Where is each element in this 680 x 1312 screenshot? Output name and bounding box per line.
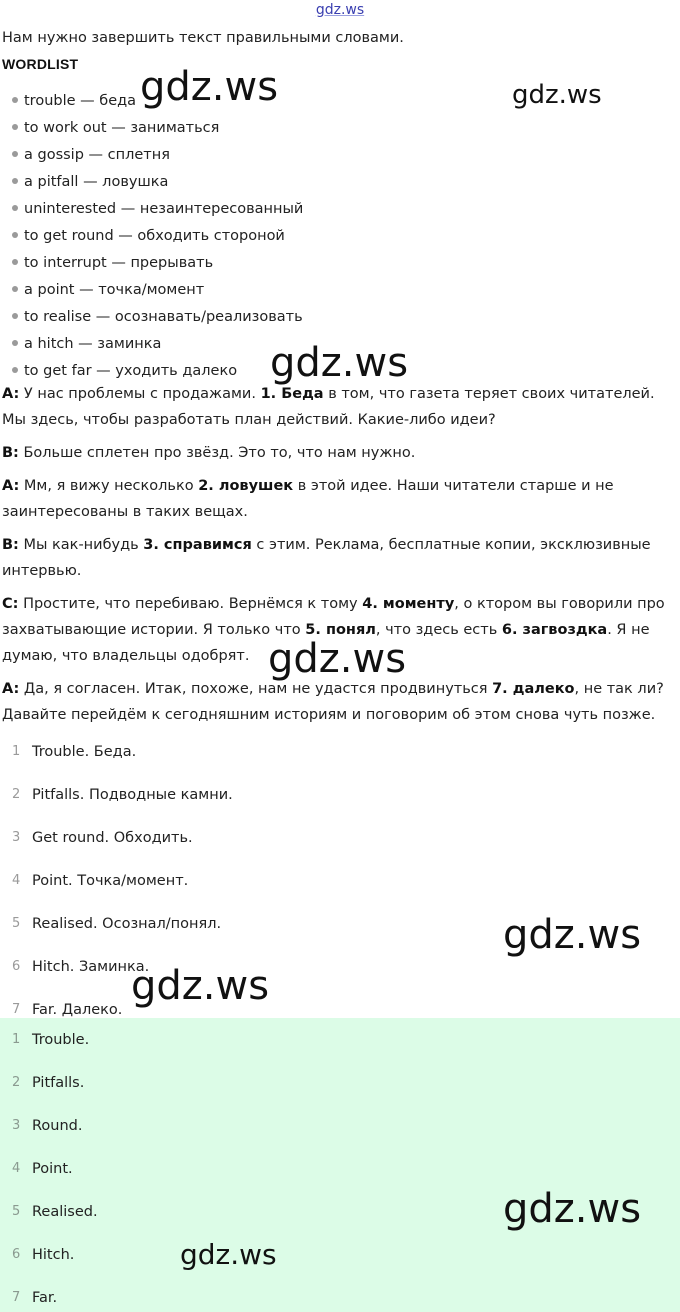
answer-number: 4 (12, 1161, 21, 1176)
bullet-icon (12, 286, 18, 292)
answer-row (0, 902, 680, 945)
dialog-line: C: Простите, что перебиваю. Вернёмся к тому 4. моменту, о ктором вы говорили про захватывающие истории. Я только что 5. понял, что здесь есть 6. загвоздка. Я не думаю, что владельцы одобрят. (2, 596, 665, 664)
bullet-icon (12, 151, 18, 157)
task-instruction: Нам нужно завершить текст правильными словами. (2, 30, 404, 46)
answer-text: Far. (32, 1289, 58, 1306)
answer-highlight: 2. ловушек (198, 478, 294, 494)
wordlist-item: trouble — беда (12, 88, 303, 115)
speaker-label: C: (2, 596, 19, 612)
watermark: gdz.ws (270, 340, 409, 386)
dialog-line: A: Да, я согласен. Итак, похоже, нам не удастся продвинуться 7. далеко, не так ли? Давайте перейдём к сегодняшним историям и поговорим об этом снова чуть позже. (2, 681, 664, 723)
short-answer-row (0, 1104, 680, 1147)
short-answer-row (0, 1276, 680, 1312)
speaker-label: A: (2, 681, 20, 697)
wordlist-item: a hitch — заминка (12, 331, 303, 358)
answer-number: 6 (12, 1247, 21, 1262)
answer-text: Pitfalls. Подводные камни. (32, 786, 233, 803)
answer-highlight: 7. далеко (492, 681, 575, 697)
answer-text: Pitfalls. (32, 1074, 85, 1091)
answer-row (0, 859, 680, 902)
answer-text: Round. (32, 1117, 83, 1134)
wordlist-heading: WORDLIST (2, 56, 79, 72)
answer-number: 2 (12, 787, 21, 802)
answer-number: 3 (12, 830, 21, 845)
bullet-icon (12, 313, 18, 319)
short-answers-block (0, 1018, 680, 1312)
answer-row (0, 816, 680, 859)
bullet-icon (12, 232, 18, 238)
answer-highlight: 4. моменту (362, 596, 455, 612)
speaker-label: A: (2, 386, 20, 402)
dialog-text (2, 381, 674, 735)
dialog-line: A: У нас проблемы с продажами. 1. Беда в том, что газета теряет своих читателей. Мы здесь, чтобы разработать план действий. Какие-либо идеи? (2, 386, 655, 428)
answer-text: Point. Точка/момент. (32, 872, 189, 889)
wordlist-item: uninterested — незаинтересованный (12, 196, 303, 223)
bullet-icon (12, 178, 18, 184)
answer-number: 3 (12, 1118, 21, 1133)
answer-row (0, 773, 680, 816)
short-answer-row (0, 1147, 680, 1190)
wordlist-item: to interrupt — прерывать (12, 250, 303, 277)
watermark: gdz.ws (512, 80, 602, 110)
answer-row (0, 730, 680, 773)
answer-text: Hitch. Заминка. (32, 958, 150, 975)
answer-number: 7 (12, 1290, 21, 1305)
answer-highlight: 6. загвоздка (501, 622, 608, 638)
answer-row (0, 945, 680, 988)
dialog-line: B: Мы как-нибудь 3. справимся с этим. Реклама, бесплатные копии, эксклюзивные интервью. (2, 537, 651, 579)
wordlist-item: a pitfall — ловушка (12, 169, 303, 196)
answer-number: 1 (12, 744, 21, 759)
short-answer-row (0, 1061, 680, 1104)
site-header-link[interactable]: gdz.ws (315, 2, 365, 18)
bullet-icon (12, 340, 18, 346)
answer-text: Get round. Обходить. (32, 829, 193, 846)
answer-text: Far. Далеко. (32, 1001, 123, 1018)
answer-text: Point. (32, 1160, 73, 1177)
bullet-icon (12, 205, 18, 211)
dialog-line: A: Мм, я вижу несколько 2. ловушек в этой идее. Наши читатели старше и не заинтересованы в таких вещах. (2, 478, 614, 520)
answer-highlight: 1. Беда (260, 386, 324, 402)
wordlist-item: a point — точка/момент (12, 277, 303, 304)
watermark: gdz.ws (180, 1238, 277, 1271)
answer-number: 1 (12, 1032, 21, 1047)
answer-text: Realised. Осознал/понял. (32, 915, 222, 932)
wordlist-item: to get far — уходить далеко (12, 358, 303, 385)
answer-number: 5 (12, 916, 21, 931)
answer-text: Trouble. Беда. (32, 743, 137, 760)
watermark: gdz.ws (503, 1186, 642, 1232)
watermark: gdz.ws (131, 963, 270, 1009)
answers-list (0, 730, 680, 1031)
answer-text: Realised. (32, 1203, 98, 1220)
wordlist-item: a gossip — сплетня (12, 142, 303, 169)
watermark: gdz.ws (503, 912, 642, 958)
short-answer-row (0, 1018, 680, 1061)
speaker-label: B: (2, 537, 19, 553)
answer-number: 2 (12, 1075, 21, 1090)
answer-highlight: 5. понял (305, 622, 376, 638)
wordlist (12, 88, 303, 385)
bullet-icon (12, 259, 18, 265)
answer-number: 5 (12, 1204, 21, 1219)
watermark: gdz.ws (268, 636, 407, 682)
wordlist-item: to work out — заниматься (12, 115, 303, 142)
watermark: gdz.ws (140, 64, 279, 110)
speaker-label: A: (2, 478, 20, 494)
answer-number: 6 (12, 959, 21, 974)
short-answer-row (0, 1233, 680, 1276)
wordlist-item: to get round — обходить стороной (12, 223, 303, 250)
wordlist-item: to realise — осознавать/реализовать (12, 304, 303, 331)
bullet-icon (12, 97, 18, 103)
bullet-icon (12, 124, 18, 130)
answer-highlight: 3. справимся (143, 537, 252, 553)
answer-number: 7 (12, 1002, 21, 1017)
answer-text: Trouble. (32, 1031, 90, 1048)
short-answer-row (0, 1190, 680, 1233)
speaker-label: B: (2, 445, 19, 461)
bullet-icon (12, 367, 18, 373)
dialog-line: B: Больше сплетен про звёзд. Это то, что нам нужно. (2, 445, 416, 461)
answer-text: Hitch. (32, 1246, 75, 1263)
answer-number: 4 (12, 873, 21, 888)
